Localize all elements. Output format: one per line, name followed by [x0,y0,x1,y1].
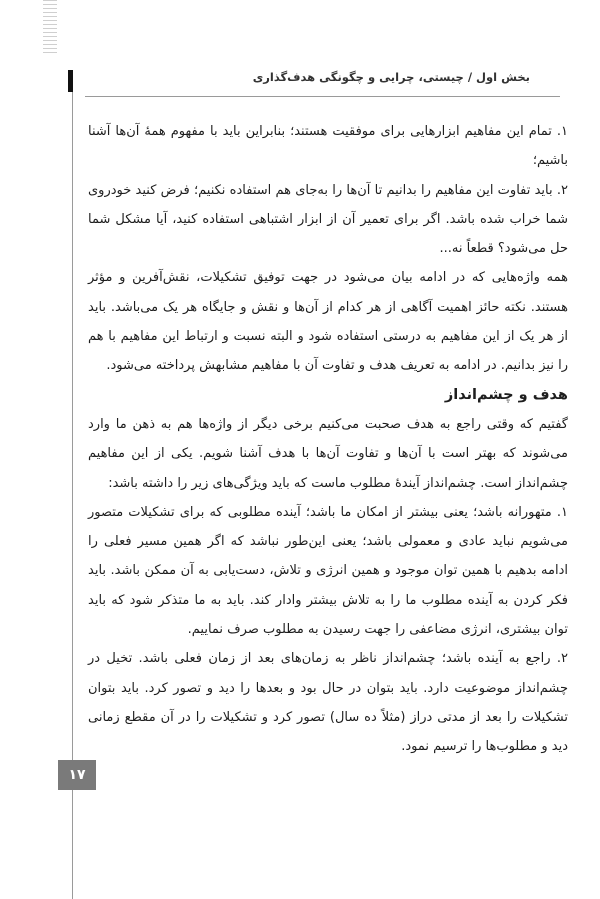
page-body [88,117,568,762]
paragraph-5: ۱. متهورانه باشد؛ یعنی بیشتر از امکان ما باشد؛ آینده مطلوبی که برای تشکیلات متصور می‌شویم نباید عادی و معمولی باشد؛ یعنی این‌طور نباشد که اگر همین مسیر فعلی را ادامه بدهیم با همین توان موجود و همین انرژی و تلاش، دست‌یابی به آن ممکن باشد. باید فکر کردن به آینده مطلوب ما را به تلاش بیشتر وادار کند. باید به ما متذکر شود که باید توان بیشتری، انرژی مضاعفی را جهت رسیدن به مطلوب صرف نماییم. [88,504,568,638]
header-divider [85,96,560,97]
paragraph-4: گفتیم که وقتی راجع به هدف صحبت می‌کنیم برخی دیگر از واژه‌ها هم به ذهن ما وارد می‌شوند که بهتر است با آن‌ها و تفاوت آن‌ها با هدف آشنا شویم. یکی از این مفاهیم چشم‌انداز است. چشم‌انداز آیندهٔ مطلوب ماست که باید ویژگی‌های زیر را داشته باشد: [88,416,568,491]
section-heading: هدف و چشم‌انداز [444,386,568,403]
paragraph-1: ۱. تمام این مفاهیم ابزارهایی برای موفقیت هستند؛ بنابراین باید با مفهوم همهٔ آن‌ها آشنا باشیم؛ [88,124,568,169]
paragraph-3: همه واژه‌هایی که در ادامه بیان می‌شود در جهت توفیق تشکیلات، نقش‌آفرین و مؤثر هستند. نکته حائز اهمیت آگاهی از هر کدام از آن‌ها و نقش و جایگاه هر یک می‌باشد. باید از هر یک از این مفاهیم به درستی استفاده شود و البته نسبت و ارتباط این مفاهیم با هم را نیز بدانیم. در ادامه به تعریف هدف و تفاوت آن با مفاهیم مشابهش پرداخته می‌شود. [88,270,568,374]
paragraph-2: ۲. باید تفاوت این مفاهیم را بدانیم تا آن‌ها را به‌جای هم استفاده نکنیم؛ فرض کنید خودروی شما خراب شده باشد. اگر برای تعمیر آن از ابزار اشتباهی استفاده کنید، آیا مشکل شما حل می‌شود؟ قطعاً نه... [88,182,568,257]
margin-decoration [43,0,57,56]
page-number: ۱۷ [58,760,96,790]
paragraph-6: ۲. راجع به آینده باشد؛ چشم‌انداز ناظر به زمان‌های بعد از زمان فعلی باشد. تخیل در چشم‌انداز موضوعیت دارد. باید بتوان در حال بود و بعدها را دید و تصور کرد. باید بتوان تشکیلات را بعد از مدتی دراز (مثلاً ده سال) تصور کرد و تشکیلات را در آن مقطع زمانی دید و مطلوب‌ها را ترسیم نمود. [88,651,568,755]
running-title: بخش اول / چیستی، چرایی و چگونگی هدف‌گذاری [252,70,530,84]
header-marker [68,70,73,92]
running-header [85,60,560,100]
